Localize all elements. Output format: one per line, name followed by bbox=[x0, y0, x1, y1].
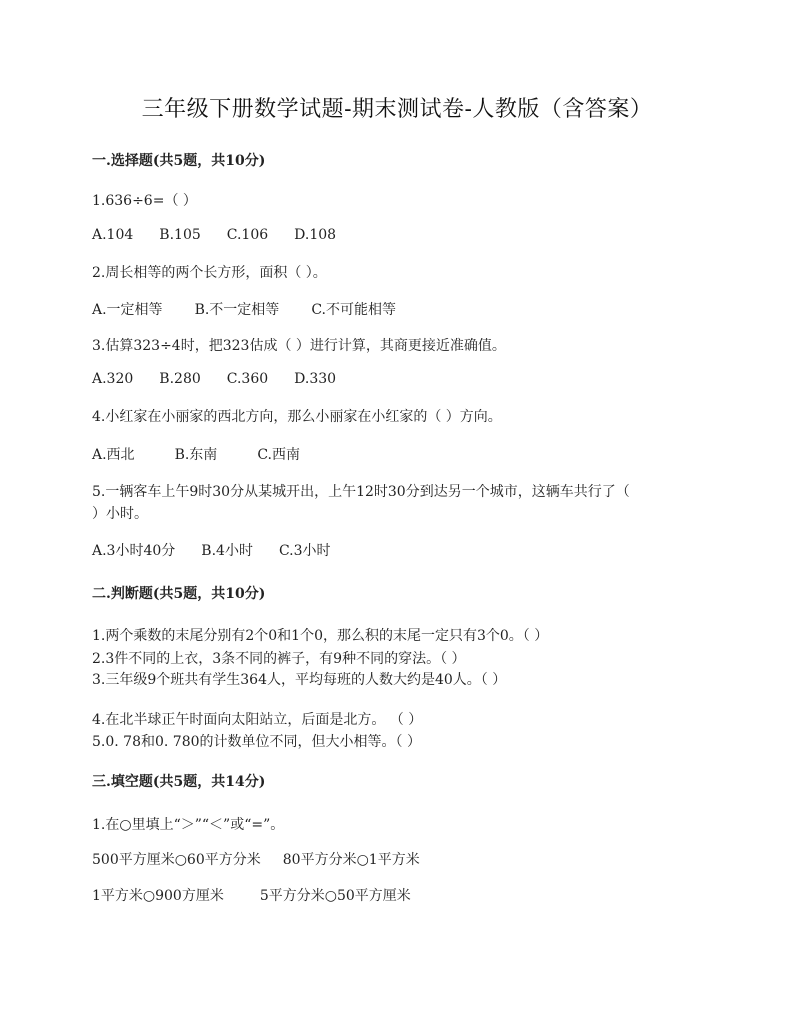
option: B.东南 bbox=[174, 447, 218, 463]
judgment-item: 3.三年级9个班共有学生364人，平均每班的人数大约是40人。（ ） bbox=[92, 672, 507, 688]
question-options bbox=[92, 444, 340, 464]
judgment-item: 1.两个乘数的末尾分别有2个0和1个0，那么积的末尾一定只有3个0。（ ） bbox=[92, 628, 549, 644]
section-heading-choice: 一.选择题(共5题，共10分) bbox=[92, 153, 266, 169]
option: B.105 bbox=[159, 227, 201, 243]
comparison: 500平方厘米○60平方分米 bbox=[92, 852, 261, 868]
option: A.一定相等 bbox=[92, 302, 163, 318]
option: C.不可能相等 bbox=[311, 302, 396, 318]
question-text: 1.在○里填上“＞”“＜”或“=”。 bbox=[92, 817, 285, 833]
question-text: 5.一辆客车上午9时30分从某城开出，上午12时30分到达另一个城市，这辆车共行了（ bbox=[92, 484, 630, 500]
option: D.108 bbox=[294, 227, 337, 243]
fill-row bbox=[92, 885, 433, 905]
option: C.3小时 bbox=[278, 543, 331, 559]
option: A.104 bbox=[92, 227, 134, 243]
question-options bbox=[92, 227, 362, 243]
option: C.106 bbox=[226, 227, 269, 243]
question-text: 3.估算323÷4时，把323估成（ ）进行计算，其商更接近准确值。 bbox=[92, 338, 506, 354]
option: A.320 bbox=[92, 371, 134, 387]
section-heading-judgment: 二.判断题(共5题，共10分) bbox=[92, 586, 266, 602]
option: D.330 bbox=[294, 371, 337, 387]
question-text: 1.636÷6=（ ） bbox=[92, 193, 197, 209]
judgment-item: 4.在北半球正午时面向太阳站立，后面是北方。 （ ） bbox=[92, 712, 423, 728]
fill-row bbox=[92, 849, 442, 869]
option: B.4小时 bbox=[201, 543, 253, 559]
option: B.280 bbox=[159, 371, 201, 387]
comparison: 1平方米○900方厘米 bbox=[92, 888, 224, 904]
option: C.360 bbox=[226, 371, 269, 387]
option: A.西北 bbox=[92, 447, 135, 463]
comparison: 80平方分米○1平方米 bbox=[282, 852, 420, 868]
section-heading-fill: 三.填空题(共5题，共14分) bbox=[92, 774, 266, 790]
question-text-continued: ）小时。 bbox=[92, 506, 148, 522]
question-options bbox=[92, 299, 428, 319]
judgment-item: 5.0. 78和0. 780的计数单位不同，但大小相等。（ ） bbox=[92, 734, 421, 750]
comparison: 5平方分米○50平方厘米 bbox=[259, 888, 411, 904]
option: C.西南 bbox=[257, 447, 300, 463]
question-text: 2.周长相等的两个长方形，面积（ ）。 bbox=[92, 265, 327, 281]
page-title: 三年级下册数学试题-期末测试卷-人教版（含答案） bbox=[141, 97, 653, 122]
judgment-item: 2.3件不同的上衣，3条不同的裤子，有9种不同的穿法。（ ） bbox=[92, 651, 466, 667]
question-text: 4.小红家在小丽家的西北方向，那么小丽家在小红家的（ ）方向。 bbox=[92, 409, 502, 425]
question-options bbox=[92, 371, 362, 387]
option: A.3小时40分 bbox=[92, 543, 176, 559]
question-options bbox=[92, 540, 357, 560]
option: B.不一定相等 bbox=[194, 302, 280, 318]
